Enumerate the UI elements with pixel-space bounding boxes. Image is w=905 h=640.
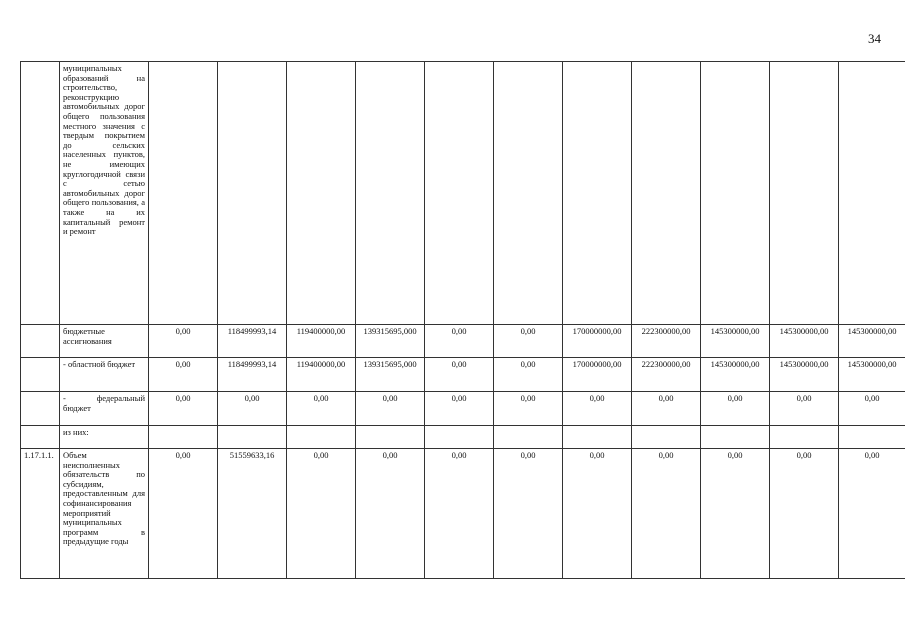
value-cell: 145300000,00	[839, 358, 905, 392]
value-cell: 222300000,00	[632, 325, 701, 358]
value-cell: 145300000,00	[839, 325, 905, 358]
value-cell	[563, 426, 632, 449]
value-cell	[494, 426, 563, 449]
value-cell: 0,00	[218, 392, 287, 426]
value-cell: 0,00	[632, 449, 701, 579]
value-cell	[287, 62, 356, 325]
value-cell: 0,00	[149, 358, 218, 392]
value-cell	[356, 62, 425, 325]
value-cell: 0,00	[563, 449, 632, 579]
value-cell: 51559633,16	[218, 449, 287, 579]
value-cell: 0,00	[425, 325, 494, 358]
value-cell: 0,00	[701, 392, 770, 426]
value-cell: 0,00	[356, 392, 425, 426]
budget-table	[20, 61, 905, 579]
value-cell: 118499993,14	[218, 325, 287, 358]
value-cell: 170000000,00	[563, 358, 632, 392]
value-cell: 0,00	[425, 358, 494, 392]
table-row	[21, 392, 905, 426]
value-cell: 0,00	[287, 392, 356, 426]
value-cell: 0,00	[770, 449, 839, 579]
value-cell	[563, 62, 632, 325]
row-name-cell: из них:	[60, 426, 149, 449]
value-cell	[149, 62, 218, 325]
table-row	[21, 325, 905, 358]
value-cell: 0,00	[839, 392, 905, 426]
value-cell: 0,00	[632, 392, 701, 426]
value-cell: 0,00	[494, 358, 563, 392]
value-cell: 0,00	[494, 392, 563, 426]
row-name-cell: - федеральный бюджет	[60, 392, 149, 426]
value-cell: 0,00	[494, 325, 563, 358]
row-name-cell: Объем неисполненных обязательств по субсидиям, предоставленным для софинансирования мероприятий муниципальных программ в предыдущие годы	[60, 449, 149, 579]
table-row	[21, 426, 905, 449]
value-cell	[839, 62, 905, 325]
value-cell: 145300000,00	[701, 325, 770, 358]
value-cell	[287, 426, 356, 449]
value-cell	[356, 426, 425, 449]
row-code-cell	[21, 358, 60, 392]
row-code-cell	[21, 62, 60, 325]
row-code-cell	[21, 392, 60, 426]
table-row	[21, 449, 905, 579]
value-cell: 0,00	[149, 392, 218, 426]
table-row	[21, 358, 905, 392]
row-name-cell: муниципальных образований на строительство, реконструкцию автомобильных дорог общего пользования местного значения с твердым покрытием до сельских населенных пунктов, не имеющих круглогодичной связи с сетью автомобильных дорог общего пользования, а также на их капитальный ремонт и ремонт	[60, 62, 149, 325]
value-cell	[701, 426, 770, 449]
value-cell	[218, 426, 287, 449]
value-cell: 0,00	[149, 449, 218, 579]
value-cell: 118499993,14	[218, 358, 287, 392]
value-cell: 0,00	[701, 449, 770, 579]
row-code-cell	[21, 325, 60, 358]
row-name-cell: - областной бюджет	[60, 358, 149, 392]
value-cell: 0,00	[494, 449, 563, 579]
value-cell	[425, 62, 494, 325]
row-code-cell	[21, 426, 60, 449]
value-cell	[149, 426, 218, 449]
value-cell: 170000000,00	[563, 325, 632, 358]
table-body	[21, 62, 905, 579]
row-name-cell: бюджетные ассигнования	[60, 325, 149, 358]
value-cell: 145300000,00	[770, 325, 839, 358]
value-cell	[425, 426, 494, 449]
value-cell	[632, 426, 701, 449]
page-number: 34	[868, 31, 881, 46]
value-cell: 0,00	[425, 449, 494, 579]
value-cell: 145300000,00	[701, 358, 770, 392]
value-cell	[839, 426, 905, 449]
value-cell: 0,00	[839, 449, 905, 579]
value-cell: 0,00	[356, 449, 425, 579]
value-cell: 145300000,00	[770, 358, 839, 392]
value-cell: 222300000,00	[632, 358, 701, 392]
value-cell	[632, 62, 701, 325]
value-cell: 119400000,00	[287, 325, 356, 358]
value-cell	[770, 62, 839, 325]
value-cell: 0,00	[425, 392, 494, 426]
value-cell: 0,00	[563, 392, 632, 426]
value-cell: 0,00	[287, 449, 356, 579]
value-cell	[701, 62, 770, 325]
value-cell: 0,00	[770, 392, 839, 426]
table-row	[21, 62, 905, 325]
value-cell: 139315695,000	[356, 358, 425, 392]
value-cell: 139315695,000	[356, 325, 425, 358]
value-cell	[218, 62, 287, 325]
row-code-cell: 1.17.1.1.	[21, 449, 60, 579]
value-cell	[494, 62, 563, 325]
value-cell: 0,00	[149, 325, 218, 358]
value-cell	[770, 426, 839, 449]
value-cell: 119400000,00	[287, 358, 356, 392]
